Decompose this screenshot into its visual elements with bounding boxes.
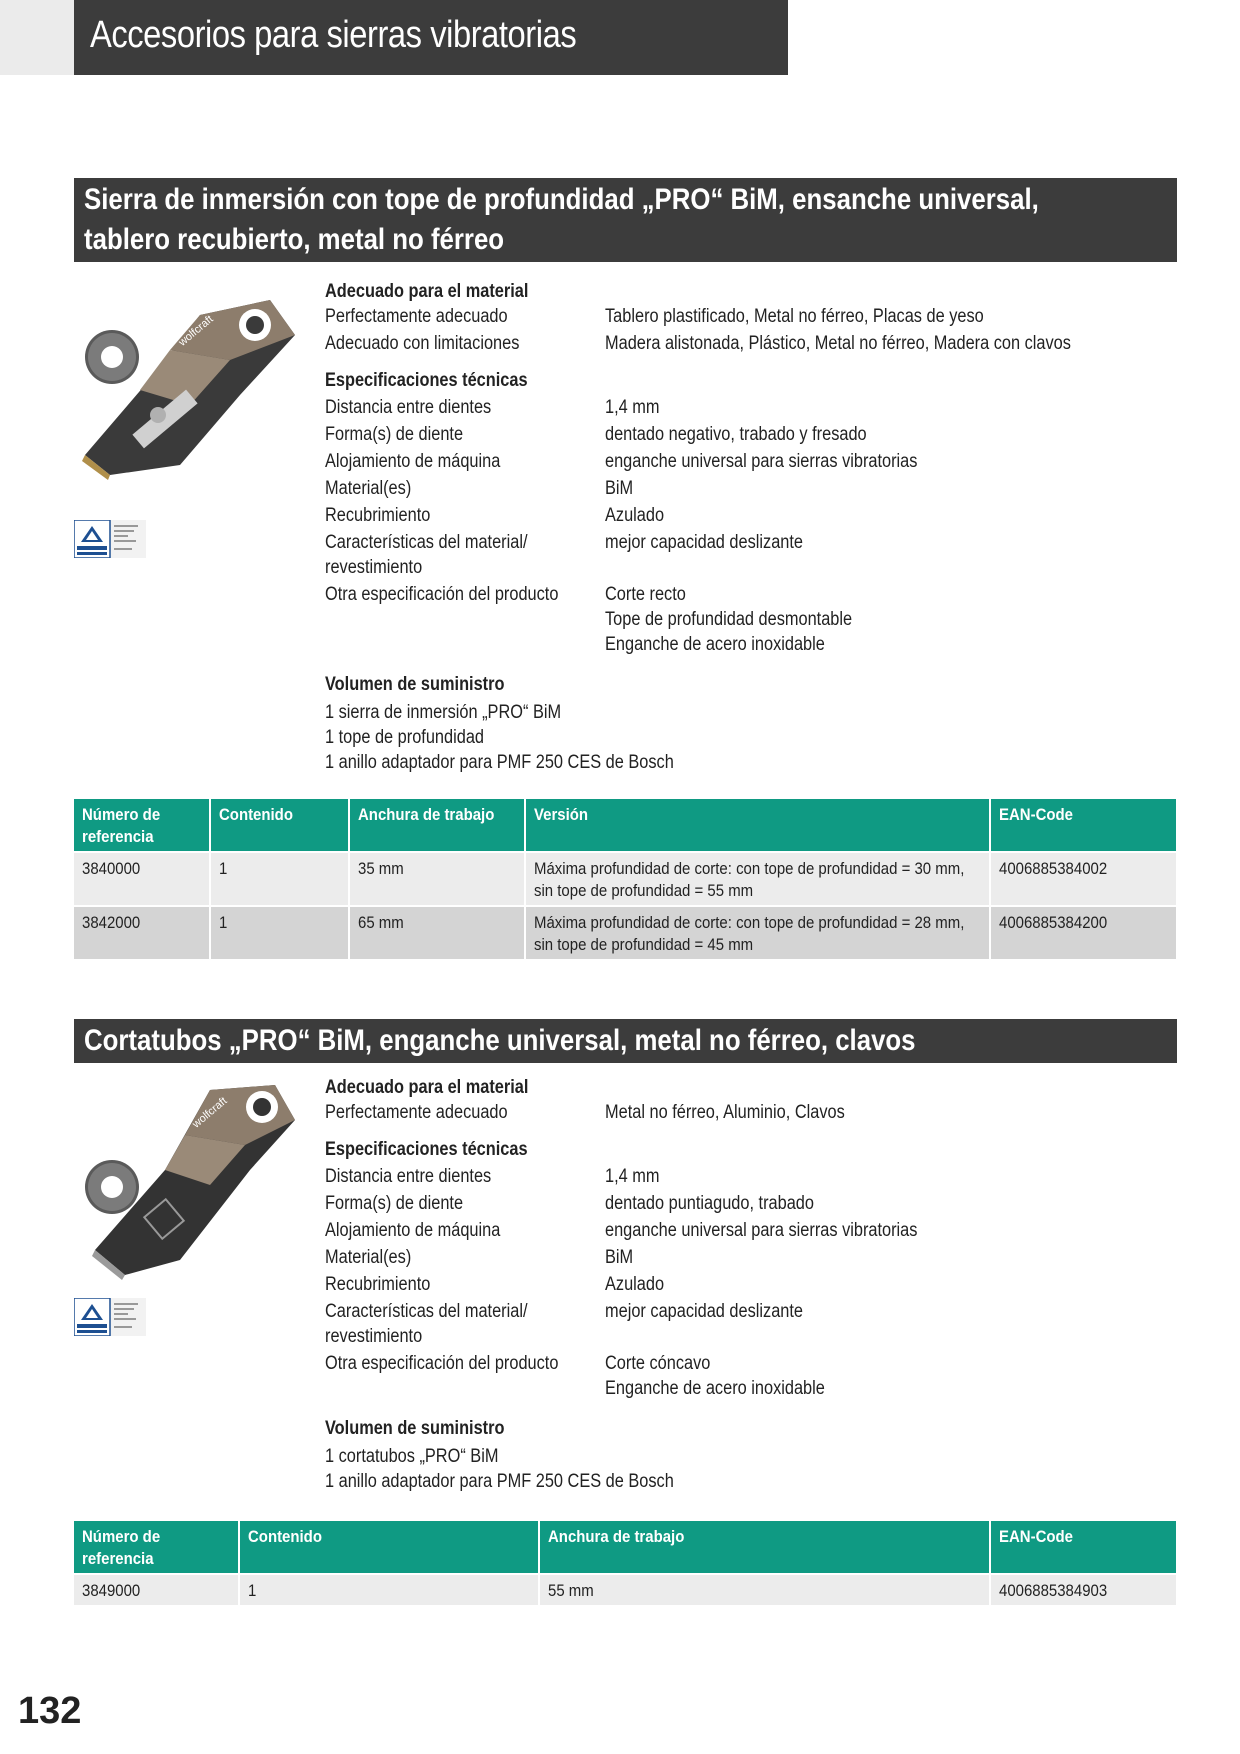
material-heading: Adecuado para el material: [325, 1077, 529, 1098]
column-header: Número de referencia: [74, 799, 211, 851]
spec-row: Recubrimiento Azulado: [325, 1274, 665, 1295]
material-heading: Adecuado para el material: [325, 281, 529, 302]
column-header: Anchura de trabajo: [540, 1521, 991, 1573]
tuv-certification-icon: [74, 1298, 146, 1336]
product1-table: [74, 799, 1176, 959]
column-header: Contenido: [211, 799, 350, 851]
spec-row: Forma(s) de diente dentado puntiagudo, trabado: [325, 1193, 814, 1214]
spec-row: Forma(s) de diente dentado negativo, trabado y fresado: [325, 424, 867, 445]
table-row: 3840000 1 35 mm Máxima profundidad de corte: con tope de profundidad = 30 mm, sin tope de profundidad = 55 mm 4006885384002: [74, 851, 1176, 905]
supply-heading: Volumen de suministro: [325, 674, 505, 695]
saw-blade-icon: [70, 1075, 310, 1285]
spec-row: Características del material/ revestimiento mejor capacidad deslizante: [325, 1301, 804, 1347]
spec-row-other: Otra especificación del producto Corte recto Tope de profundidad desmontable Enganche de acero inoxidable: [325, 584, 853, 655]
supply-item: 1 anillo adaptador para PMF 250 CES de Bosch: [325, 752, 674, 773]
page-number: 132: [18, 1690, 82, 1732]
column-header: EAN-Code: [991, 1521, 1176, 1573]
spec-row: Material(es) BiM: [325, 1247, 634, 1268]
specs-heading: Especificaciones técnicas: [325, 1139, 528, 1160]
column-header: Contenido: [240, 1521, 540, 1573]
material-row: Perfectamente adecuado Tablero plastificado, Metal no férreo, Placas de yeso: [325, 306, 984, 327]
spec-row-other: Otra especificación del producto Corte cóncavo Enganche de acero inoxidable: [325, 1353, 825, 1399]
column-header: EAN-Code: [991, 799, 1176, 851]
column-header: Número de referencia: [74, 1521, 240, 1573]
product1-title-line2: tablero recubierto, metal no férreo: [84, 223, 505, 256]
column-header: Anchura de trabajo: [350, 799, 526, 851]
product1-title-line1: Sierra de inmersión con tope de profundidad „PRO“ BiM, ensanche universal,: [84, 183, 1039, 216]
product1-specs: [325, 279, 1071, 775]
spec-row: Recubrimiento Azulado: [325, 505, 665, 526]
material-row: Adecuado con limitaciones Madera alistonada, Plástico, Metal no férreo, Madera con clavos: [325, 333, 1071, 354]
spec-row: Distancia entre dientes 1,4 mm: [325, 1166, 660, 1187]
svg-text:wolfcraft: wolfcraft: [176, 313, 216, 349]
product2-title: [74, 1019, 1177, 1063]
product2-title-line: Cortatubos „PRO“ BiM, enganche universal, metal no férreo, clavos: [84, 1024, 916, 1057]
tuv-certification-icon: [74, 520, 146, 558]
page-title: Accesorios para sierras vibratorias: [90, 14, 577, 56]
spec-row: Características del material/ revestimiento mejor capacidad deslizante: [325, 532, 804, 578]
supply-item: 1 sierra de inmersión „PRO“ BiM: [325, 702, 562, 723]
table-row: 3842000 1 65 mm Máxima profundidad de corte: con tope de profundidad = 28 mm, sin tope de profundidad = 45 mm 4006885384200: [74, 905, 1176, 959]
product2-table: [74, 1521, 1176, 1605]
supply-heading: Volumen de suministro: [325, 1418, 505, 1439]
page-header: [74, 0, 788, 75]
table-row: 3849000 1 55 mm 4006885384903: [74, 1573, 1176, 1605]
material-row: Perfectamente adecuado Metal no férreo, Aluminio, Clavos: [325, 1102, 845, 1123]
header-corner: [0, 0, 74, 75]
supply-item: 1 cortatubos „PRO“ BiM: [325, 1446, 499, 1467]
column-header: Versión: [526, 799, 991, 851]
product1-title: [74, 178, 1177, 262]
svg-text:wolfcraft: wolfcraft: [190, 1094, 230, 1131]
spec-row: Alojamiento de máquina enganche universal para sierras vibratorias: [325, 1220, 918, 1241]
table-header-row: [74, 799, 1176, 851]
saw-blade-icon: [70, 275, 310, 485]
supply-item: 1 tope de profundidad: [325, 727, 485, 748]
product2-specs: [325, 1075, 918, 1494]
spec-row: Material(es) BiM: [325, 478, 634, 499]
spec-row: Distancia entre dientes 1,4 mm: [325, 397, 660, 418]
supply-item: 1 anillo adaptador para PMF 250 CES de Bosch: [325, 1471, 674, 1492]
specs-heading: Especificaciones técnicas: [325, 370, 528, 391]
table-header-row: [74, 1521, 1176, 1573]
spec-row: Alojamiento de máquina enganche universal para sierras vibratorias: [325, 451, 918, 472]
